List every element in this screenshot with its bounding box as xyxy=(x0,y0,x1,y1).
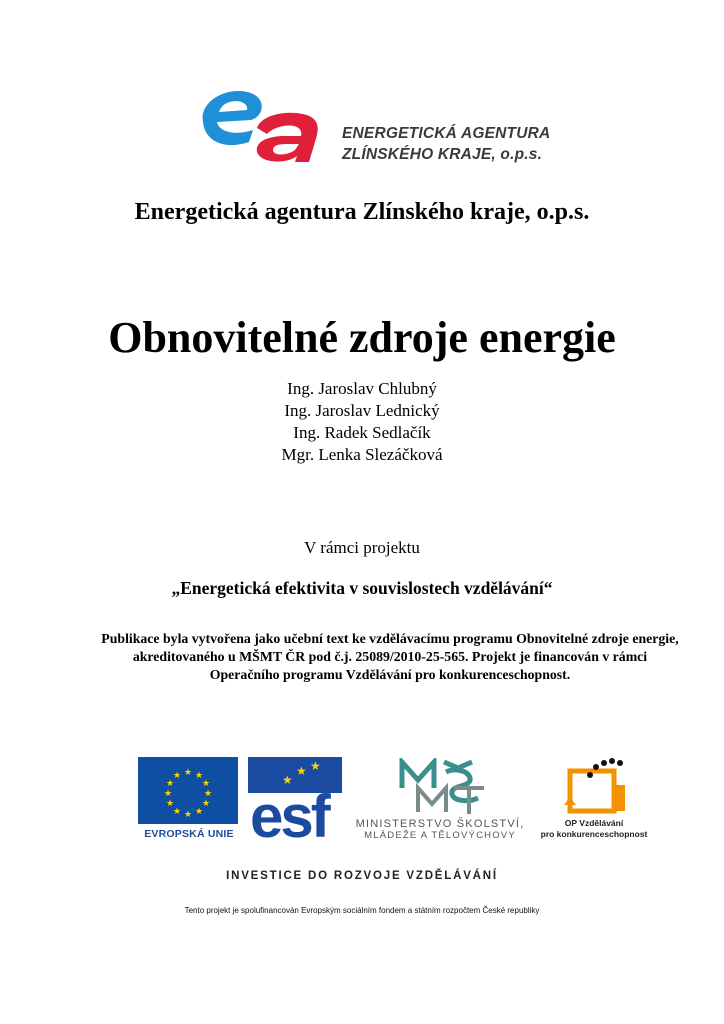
svg-text:★: ★ xyxy=(296,764,307,778)
svg-text:★: ★ xyxy=(183,810,193,820)
svg-text:★: ★ xyxy=(183,768,193,778)
msmt-logo xyxy=(398,758,486,816)
eu-flag-logo xyxy=(138,757,238,824)
svg-text:★: ★ xyxy=(282,773,293,787)
svg-text:★: ★ xyxy=(165,779,175,789)
author-3: Ing. Radek Sedlačík xyxy=(293,423,431,442)
svg-text:★: ★ xyxy=(194,807,204,817)
document-title: Obnovitelné zdroje energie xyxy=(108,313,616,362)
svg-text:★: ★ xyxy=(201,779,211,789)
svg-text:★: ★ xyxy=(203,789,213,799)
op-line1: OP Vzdělávání xyxy=(564,818,624,828)
op-line2: pro konkurenceschopnost xyxy=(540,829,648,839)
project-name: „Energetická efektivita v souvislostech vzdělávání“ xyxy=(171,578,553,598)
agency-name-line1: ENERGETICKÁ AGENTURA xyxy=(342,125,551,142)
esf-logo xyxy=(248,757,342,841)
svg-text:★: ★ xyxy=(165,799,175,809)
svg-text:★: ★ xyxy=(172,771,182,781)
investment-slogan: INVESTICE DO ROZVOJE VZDĚLÁVÁNÍ xyxy=(226,870,498,882)
cofinancing-note: Tento projekt je spolufinancován Evropským sociálním fondem a státním rozpočtem České republiky xyxy=(184,906,540,915)
publication-note: Publikace byla vytvořena jako učební text ke vzdělávacímu programu Obnovitelné zdroje energie, akreditovaného u MŠMT ČR pod č.j. 25089/2010-25-565. Projekt je financován v rámci Operačního programu Vzdělávání pro konkurenceschopnost. xyxy=(101,631,679,682)
svg-text:★: ★ xyxy=(201,799,211,809)
organization-title: Energetická agentura Zlínského kraje, o.p.s. xyxy=(134,199,590,225)
svg-text:★: ★ xyxy=(194,771,204,781)
agency-name-line2: ZLÍNSKÉHO KRAJE, o.p.s. xyxy=(342,146,543,163)
project-intro: V rámci projektu xyxy=(304,538,420,557)
msmt-line1: MINISTERSTVO ŠKOLSTVÍ, xyxy=(355,818,525,830)
esf-text: esf xyxy=(250,783,328,841)
ea-logo xyxy=(195,82,325,164)
svg-text:★: ★ xyxy=(310,759,321,773)
author-4: Mgr. Lenka Slezáčková xyxy=(281,445,443,464)
msmt-line2: MLÁDEŽE A TĚLOVÝCHOVY xyxy=(364,830,516,841)
author-list xyxy=(0,378,724,466)
eu-label: EVROPSKÁ UNIE xyxy=(144,828,234,840)
svg-text:★: ★ xyxy=(163,789,173,799)
svg-text:★: ★ xyxy=(172,807,182,817)
author-2: Ing. Jaroslav Lednický xyxy=(284,401,440,420)
op-vzdelavani-logo xyxy=(560,757,632,819)
author-1: Ing. Jaroslav Chlubný xyxy=(287,379,437,398)
